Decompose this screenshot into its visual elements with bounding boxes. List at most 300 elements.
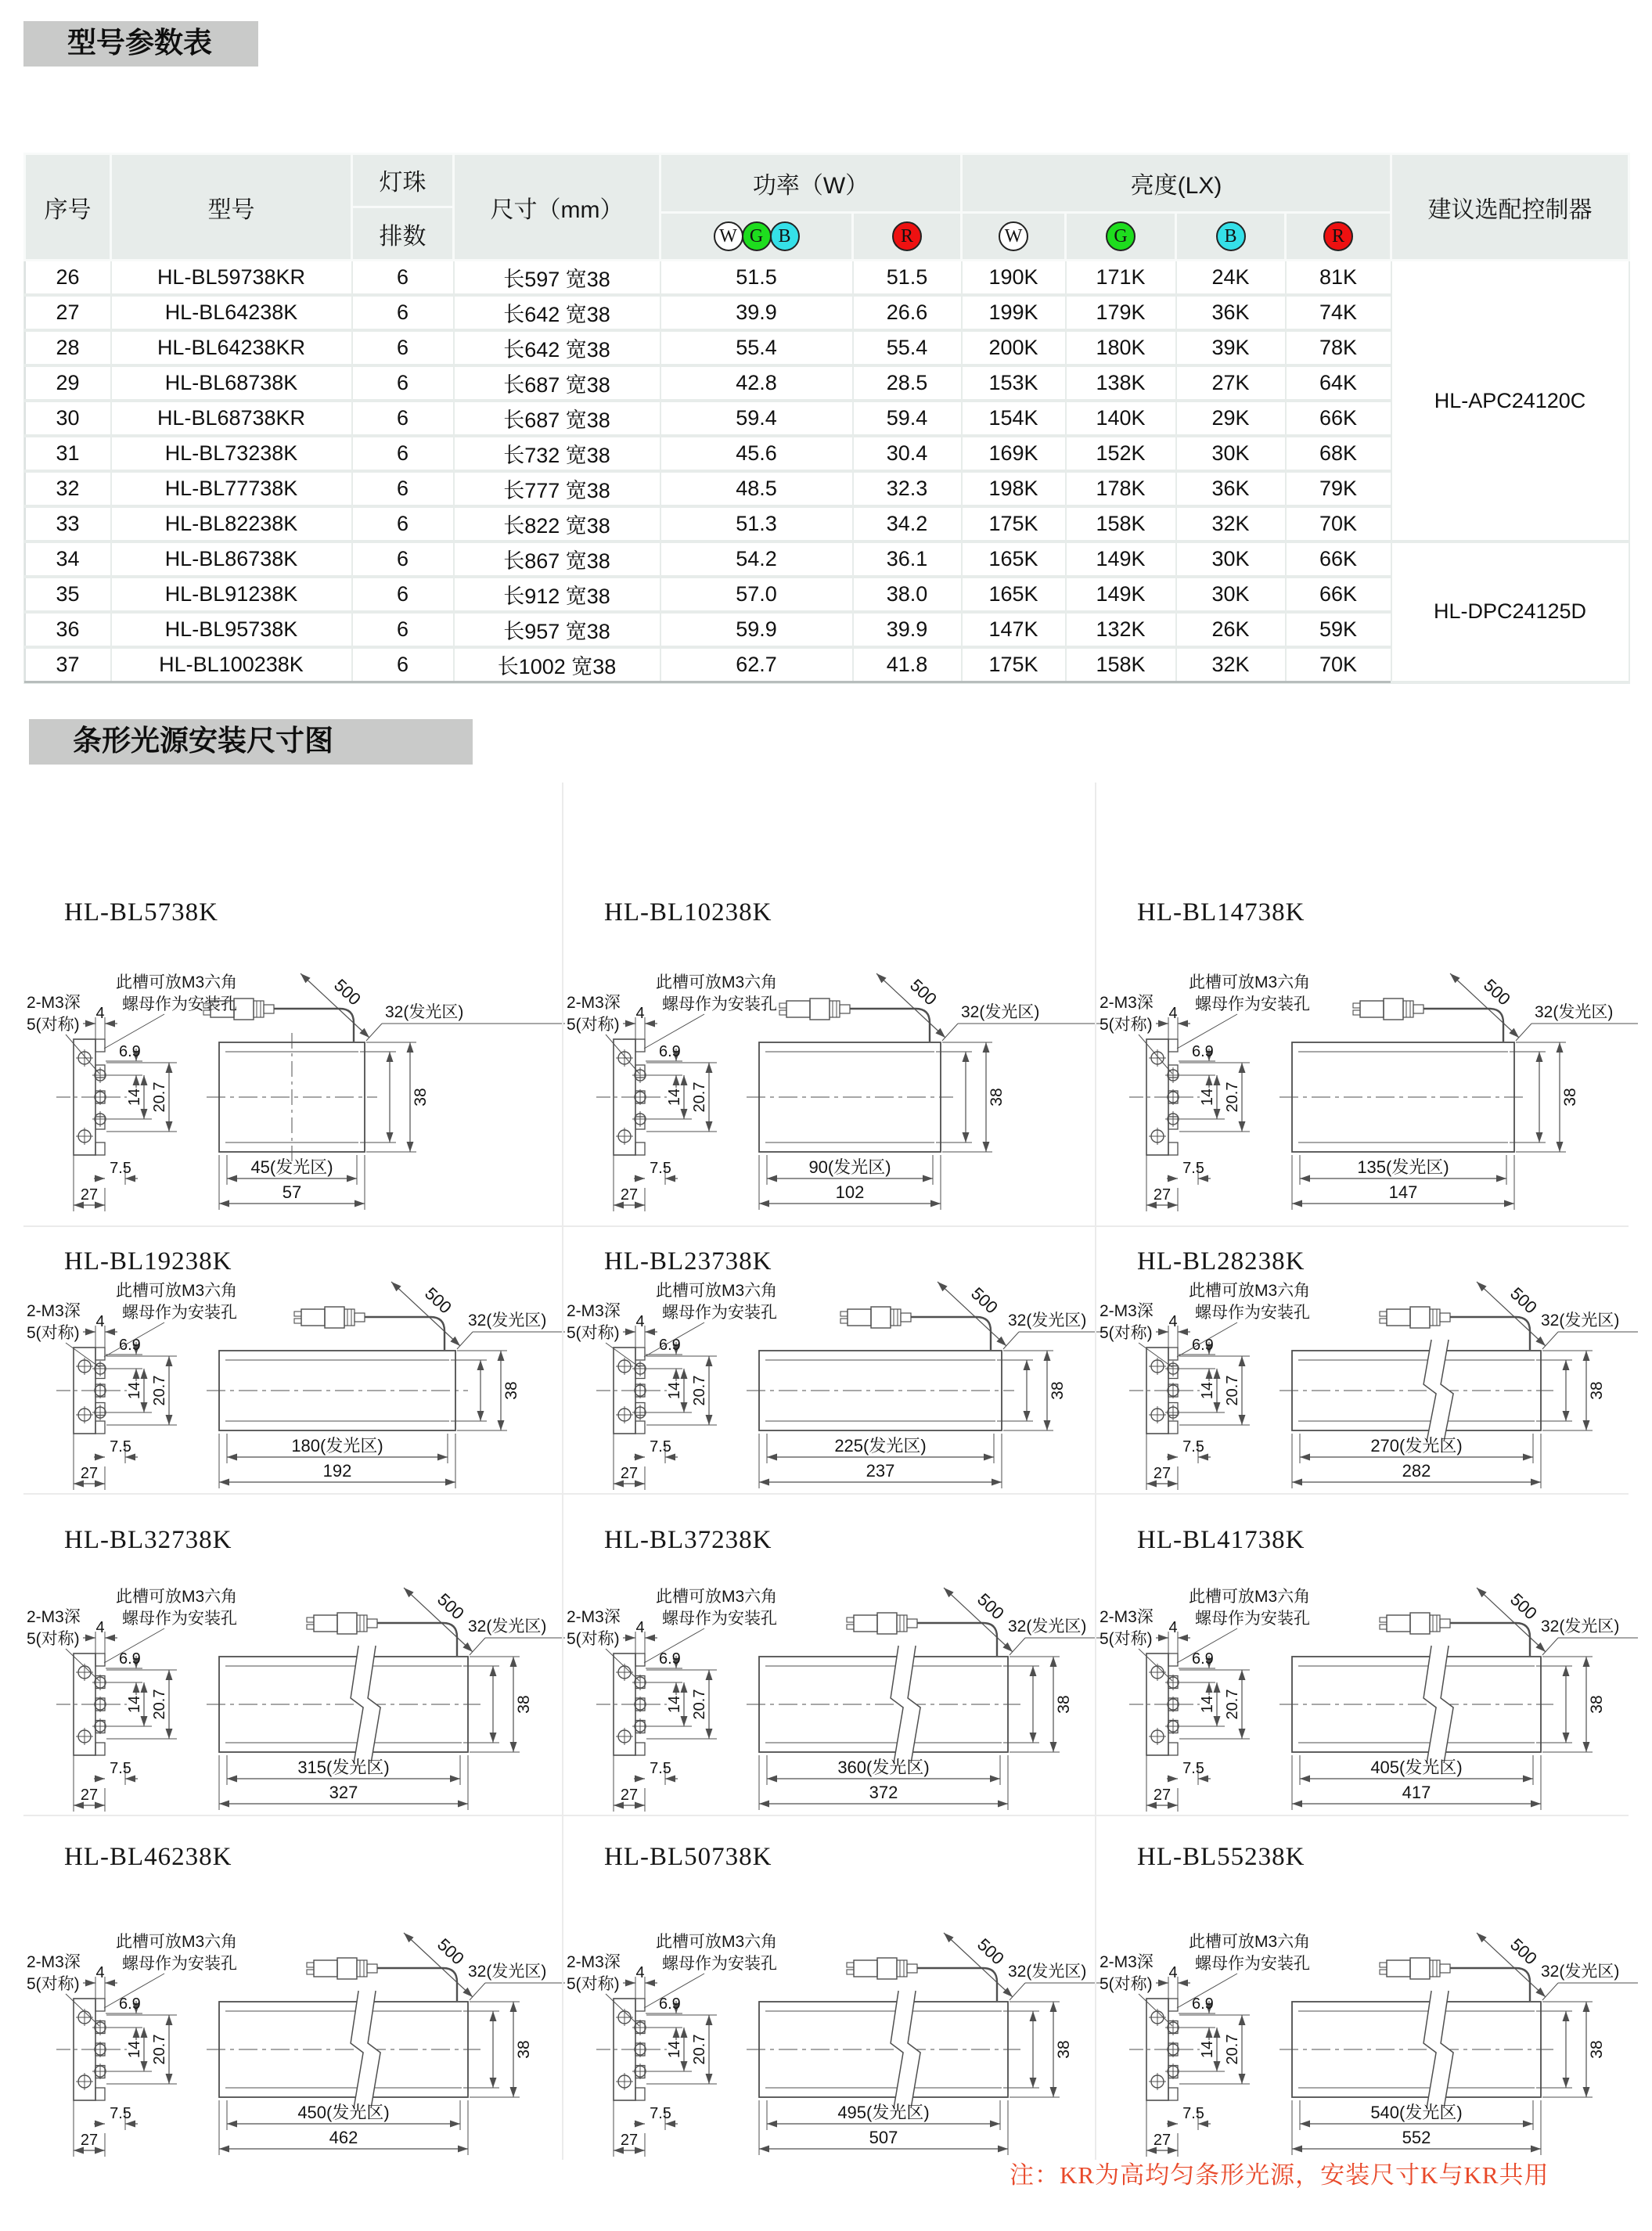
cell-model: HL-BL68738K <box>111 365 352 401</box>
spec-table-body <box>25 261 1629 682</box>
svg-text:102: 102 <box>835 1182 865 1202</box>
diagram-model-label: HL-BL28238K <box>1137 1247 1305 1276</box>
power-r-subheader <box>853 213 962 261</box>
cell-power-wgb: 51.5 <box>660 261 853 296</box>
svg-text:20.7: 20.7 <box>151 2034 168 2065</box>
cell-led-rows: 6 <box>352 261 454 296</box>
svg-text:20.7: 20.7 <box>1224 2034 1241 2065</box>
svg-text:500: 500 <box>1506 1589 1541 1624</box>
diagram-drawing-HL-BL5738K <box>25 909 570 1222</box>
svg-text:7.5: 7.5 <box>110 2105 131 2122</box>
svg-text:14: 14 <box>666 2040 683 2059</box>
svg-text:32(发光区): 32(发光区) <box>1541 1312 1620 1330</box>
svg-text:495(发光区): 495(发光区) <box>837 2103 930 2122</box>
diagram-model-label: HL-BL55238K <box>1137 1843 1305 1871</box>
svg-text:27: 27 <box>80 1465 99 1482</box>
cell-lx-g: 171K <box>1066 261 1176 296</box>
svg-text:螺母作为安装孔: 螺母作为安装孔 <box>122 1955 237 1973</box>
svg-text:27: 27 <box>1153 1787 1172 1804</box>
cell-lx-w: 165K <box>962 542 1066 577</box>
cell-model: HL-BL68738KR <box>111 401 352 436</box>
svg-text:螺母作为安装孔: 螺母作为安装孔 <box>122 1610 237 1628</box>
green-channel-icon: G <box>742 221 772 251</box>
cell-lx-r: 68K <box>1286 436 1391 471</box>
cell-index: 28 <box>25 330 111 365</box>
svg-text:32(发光区): 32(发光区) <box>1535 1003 1614 1021</box>
cell-lx-g: 149K <box>1066 577 1176 612</box>
svg-text:20.7: 20.7 <box>151 1081 168 1113</box>
diagram-drawing-HL-BL37238K <box>565 1549 1110 1812</box>
cell-lx-b: 29K <box>1176 401 1286 436</box>
svg-text:14: 14 <box>126 1695 143 1714</box>
red-channel-icon: R <box>1323 221 1353 251</box>
cell-power-wgb: 48.5 <box>660 471 853 506</box>
svg-text:38: 38 <box>1049 1381 1067 1400</box>
table-row <box>25 295 1629 330</box>
cell-index: 29 <box>25 365 111 401</box>
cell-lx-g: 180K <box>1066 330 1176 365</box>
diagram-model-label: HL-BL10238K <box>604 898 772 927</box>
lx-r-subheader <box>1286 213 1391 261</box>
svg-text:7.5: 7.5 <box>1182 2105 1204 2122</box>
svg-text:7.5: 7.5 <box>650 2105 671 2122</box>
svg-text:500: 500 <box>1480 975 1514 1009</box>
power-wgb-subheader <box>660 213 853 261</box>
white-channel-icon: W <box>999 221 1028 251</box>
cell-power-r: 39.9 <box>853 612 962 647</box>
svg-text:2-M3深: 2-M3深 <box>1100 1302 1154 1320</box>
svg-text:螺母作为安装孔: 螺母作为安装孔 <box>662 995 777 1013</box>
cell-lx-b: 27K <box>1176 365 1286 401</box>
svg-text:此槽可放M3六角: 此槽可放M3六角 <box>116 1588 238 1606</box>
svg-text:500: 500 <box>1506 1934 1541 1969</box>
cell-lx-r: 81K <box>1286 261 1391 296</box>
table-row <box>25 612 1629 647</box>
table-row <box>25 542 1629 577</box>
svg-text:20.7: 20.7 <box>1224 1689 1241 1720</box>
diagram-drawing-HL-BL55238K <box>1098 1881 1643 2157</box>
svg-text:32(发光区): 32(发光区) <box>1008 1963 1087 1981</box>
svg-text:20.7: 20.7 <box>151 1689 168 1720</box>
svg-text:32(发光区): 32(发光区) <box>468 1963 547 1981</box>
svg-text:此槽可放M3六角: 此槽可放M3六角 <box>656 973 778 991</box>
cell-lx-g: 149K <box>1066 542 1176 577</box>
svg-text:螺母作为安装孔: 螺母作为安装孔 <box>122 1304 237 1322</box>
svg-text:192: 192 <box>322 1461 352 1481</box>
svg-text:27: 27 <box>80 2132 99 2149</box>
svg-text:270(发光区): 270(发光区) <box>1370 1436 1463 1456</box>
svg-text:螺母作为安装孔: 螺母作为安装孔 <box>122 995 237 1013</box>
svg-text:500: 500 <box>1506 1283 1541 1318</box>
col-header-led-rows <box>352 154 454 261</box>
cell-power-wgb: 57.0 <box>660 577 853 612</box>
svg-text:462: 462 <box>329 2128 358 2147</box>
cell-power-r: 36.1 <box>853 542 962 577</box>
svg-text:此槽可放M3六角: 此槽可放M3六角 <box>1189 973 1311 991</box>
cell-lx-g: 179K <box>1066 295 1176 330</box>
svg-text:此槽可放M3六角: 此槽可放M3六角 <box>1189 1282 1311 1300</box>
diagram-cell-HL-BL55238K <box>1095 1815 1629 2160</box>
cell-index: 31 <box>25 436 111 471</box>
cell-power-wgb: 45.6 <box>660 436 853 471</box>
diagram-drawing-HL-BL19238K <box>25 1274 570 1490</box>
svg-text:6.9: 6.9 <box>659 1650 681 1668</box>
svg-text:5(对称): 5(对称) <box>27 1975 80 1993</box>
cell-model: HL-BL64238KR <box>111 330 352 365</box>
svg-text:90(发光区): 90(发光区) <box>808 1157 891 1177</box>
svg-text:6.9: 6.9 <box>119 1043 141 1060</box>
svg-text:27: 27 <box>1153 1465 1172 1482</box>
cell-lx-g: 152K <box>1066 436 1176 471</box>
cell-power-r: 55.4 <box>853 330 962 365</box>
svg-text:38: 38 <box>988 1088 1006 1107</box>
table-row <box>25 436 1629 471</box>
diagram-cell-HL-BL32738K <box>23 1493 562 1815</box>
cell-lx-g: 138K <box>1066 365 1176 401</box>
cell-lx-w: 198K <box>962 471 1066 506</box>
cell-power-r: 32.3 <box>853 471 962 506</box>
svg-text:135(发光区): 135(发光区) <box>1357 1157 1449 1177</box>
svg-text:32(发光区): 32(发光区) <box>468 1617 547 1635</box>
svg-text:此槽可放M3六角: 此槽可放M3六角 <box>116 973 238 991</box>
svg-text:27: 27 <box>620 1465 639 1482</box>
svg-text:500: 500 <box>434 1934 468 1969</box>
svg-text:此槽可放M3六角: 此槽可放M3六角 <box>1189 1933 1311 1951</box>
svg-text:5(对称): 5(对称) <box>27 1324 80 1342</box>
svg-text:225(发光区): 225(发光区) <box>834 1436 927 1456</box>
svg-text:20.7: 20.7 <box>151 1375 168 1406</box>
diagram-model-label: HL-BL14738K <box>1137 898 1305 927</box>
cell-lx-r: 70K <box>1286 506 1391 542</box>
svg-text:螺母作为安装孔: 螺母作为安装孔 <box>1195 1610 1310 1628</box>
svg-text:38: 38 <box>515 2040 533 2059</box>
diagram-drawing-HL-BL23738K <box>565 1274 1110 1490</box>
svg-text:2-M3深: 2-M3深 <box>567 994 621 1012</box>
svg-text:14: 14 <box>126 2040 143 2059</box>
svg-text:32(发光区): 32(发光区) <box>1008 1312 1087 1330</box>
svg-text:38: 38 <box>1055 1695 1073 1714</box>
diagram-model-label: HL-BL46238K <box>64 1843 232 1871</box>
svg-text:507: 507 <box>869 2128 898 2147</box>
col-header-size: 尺寸（mm） <box>454 154 660 261</box>
kr-note: 注：KR为高均匀条形光源，安装尺寸K与KR共用 <box>1010 2161 1549 2189</box>
svg-text:20.7: 20.7 <box>691 1689 708 1720</box>
svg-text:6.9: 6.9 <box>1192 1043 1214 1060</box>
svg-text:5(对称): 5(对称) <box>567 1324 620 1342</box>
svg-text:27: 27 <box>620 1787 639 1804</box>
cell-lx-w: 165K <box>962 577 1066 612</box>
svg-text:417: 417 <box>1402 1783 1431 1802</box>
svg-text:14: 14 <box>1199 1695 1216 1714</box>
svg-text:螺母作为安装孔: 螺母作为安装孔 <box>662 1304 777 1322</box>
cell-lx-g: 158K <box>1066 506 1176 542</box>
cell-size: 长867 宽38 <box>454 542 660 577</box>
cell-lx-b: 26K <box>1176 612 1286 647</box>
svg-text:38: 38 <box>412 1088 430 1107</box>
col-header-rows: 排数 <box>379 224 426 250</box>
svg-text:2-M3深: 2-M3深 <box>27 994 81 1012</box>
cell-led-rows: 6 <box>352 647 454 682</box>
table-row <box>25 401 1629 436</box>
svg-text:4: 4 <box>635 1964 645 1981</box>
svg-text:4: 4 <box>95 1313 105 1330</box>
svg-text:14: 14 <box>126 1381 143 1400</box>
cell-lx-b: 32K <box>1176 647 1286 682</box>
cell-model: HL-BL91238K <box>111 577 352 612</box>
svg-text:147: 147 <box>1388 1182 1418 1202</box>
cell-lx-w: 154K <box>962 401 1066 436</box>
cell-power-wgb: 59.9 <box>660 612 853 647</box>
svg-text:螺母作为安装孔: 螺母作为安装孔 <box>1195 1955 1310 1973</box>
cell-power-wgb: 62.7 <box>660 647 853 682</box>
cell-lx-b: 30K <box>1176 577 1286 612</box>
col-header-model: 型号 <box>111 154 352 261</box>
svg-text:5(对称): 5(对称) <box>1100 1630 1153 1648</box>
cell-lx-b: 30K <box>1176 436 1286 471</box>
cell-controller: HL-APC24120C <box>1391 261 1629 542</box>
cell-led-rows: 6 <box>352 506 454 542</box>
cell-power-wgb: 51.3 <box>660 506 853 542</box>
svg-text:27: 27 <box>80 1787 99 1804</box>
svg-text:6.9: 6.9 <box>659 1043 681 1060</box>
cell-size: 长597 宽38 <box>454 261 660 296</box>
cell-lx-r: 79K <box>1286 471 1391 506</box>
table-row <box>25 577 1629 612</box>
svg-text:6.9: 6.9 <box>119 1995 141 2013</box>
svg-text:20.7: 20.7 <box>691 2034 708 2065</box>
svg-text:4: 4 <box>95 1964 105 1981</box>
svg-text:7.5: 7.5 <box>110 1438 131 1456</box>
svg-text:20.7: 20.7 <box>691 1375 708 1406</box>
svg-text:5(对称): 5(对称) <box>27 1630 80 1648</box>
svg-text:32(发光区): 32(发光区) <box>468 1312 547 1330</box>
cell-size: 长687 宽38 <box>454 365 660 401</box>
svg-text:此槽可放M3六角: 此槽可放M3六角 <box>656 1282 778 1300</box>
cell-led-rows: 6 <box>352 542 454 577</box>
cell-lx-r: 66K <box>1286 577 1391 612</box>
svg-text:6.9: 6.9 <box>1192 1995 1214 2013</box>
diagram-cell-HL-BL10238K <box>562 783 1095 1225</box>
cell-lx-w: 153K <box>962 365 1066 401</box>
svg-text:38: 38 <box>1588 1381 1606 1400</box>
svg-text:38: 38 <box>502 1381 520 1400</box>
diagram-cell-HL-BL28238K <box>1095 1225 1629 1493</box>
svg-text:20.7: 20.7 <box>691 1081 708 1113</box>
svg-text:6.9: 6.9 <box>1192 1337 1214 1354</box>
svg-text:螺母作为安装孔: 螺母作为安装孔 <box>1195 995 1310 1013</box>
svg-text:7.5: 7.5 <box>110 1160 131 1177</box>
svg-text:38: 38 <box>1055 2040 1073 2059</box>
svg-text:4: 4 <box>1168 1964 1178 1981</box>
svg-text:此槽可放M3六角: 此槽可放M3六角 <box>1189 1588 1311 1606</box>
cell-lx-w: 175K <box>962 506 1066 542</box>
svg-text:7.5: 7.5 <box>650 1438 671 1456</box>
svg-text:螺母作为安装孔: 螺母作为安装孔 <box>662 1610 777 1628</box>
cell-power-r: 51.5 <box>853 261 962 296</box>
cell-lx-b: 39K <box>1176 330 1286 365</box>
cell-led-rows: 6 <box>352 436 454 471</box>
svg-text:4: 4 <box>1168 1005 1178 1022</box>
cell-lx-r: 78K <box>1286 330 1391 365</box>
cell-led-rows: 6 <box>352 295 454 330</box>
cell-size: 长822 宽38 <box>454 506 660 542</box>
table-row <box>25 471 1629 506</box>
installation-diagram-grid <box>23 783 1629 2160</box>
cell-index: 26 <box>25 261 111 296</box>
svg-text:此槽可放M3六角: 此槽可放M3六角 <box>656 1933 778 1951</box>
svg-text:7.5: 7.5 <box>110 1760 131 1777</box>
svg-text:27: 27 <box>80 1186 99 1204</box>
svg-text:2-M3深: 2-M3深 <box>27 1608 81 1626</box>
diagram-model-label: HL-BL23738K <box>604 1247 772 1276</box>
cell-model: HL-BL100238K <box>111 647 352 682</box>
diagram-cell-HL-BL41738K <box>1095 1493 1629 1815</box>
cell-lx-b: 36K <box>1176 471 1286 506</box>
cell-size: 长1002 宽38 <box>454 647 660 682</box>
svg-text:14: 14 <box>1199 1088 1216 1107</box>
diagram-drawing-HL-BL46238K <box>25 1881 570 2157</box>
svg-text:14: 14 <box>126 1088 143 1107</box>
diagram-drawing-HL-BL50738K <box>565 1881 1110 2157</box>
svg-text:4: 4 <box>1168 1313 1178 1330</box>
diagram-model-label: HL-BL37238K <box>604 1526 772 1554</box>
svg-text:此槽可放M3六角: 此槽可放M3六角 <box>656 1588 778 1606</box>
cell-lx-r: 70K <box>1286 647 1391 682</box>
svg-text:5(对称): 5(对称) <box>1100 1016 1153 1034</box>
svg-text:20.7: 20.7 <box>1224 1081 1241 1113</box>
svg-text:此槽可放M3六角: 此槽可放M3六角 <box>116 1933 238 1951</box>
svg-text:4: 4 <box>1168 1619 1178 1636</box>
svg-text:500: 500 <box>421 1283 455 1318</box>
svg-text:2-M3深: 2-M3深 <box>1100 1608 1154 1626</box>
cell-lx-w: 147K <box>962 612 1066 647</box>
cell-lx-b: 32K <box>1176 506 1286 542</box>
svg-text:27: 27 <box>1153 2132 1172 2149</box>
cell-lx-r: 66K <box>1286 401 1391 436</box>
svg-text:27: 27 <box>620 2132 639 2149</box>
svg-text:5(对称): 5(对称) <box>567 1975 620 1993</box>
svg-text:6.9: 6.9 <box>1192 1650 1214 1668</box>
svg-text:327: 327 <box>329 1783 358 1802</box>
cell-index: 30 <box>25 401 111 436</box>
svg-text:315(发光区): 315(发光区) <box>297 1758 390 1777</box>
svg-text:360(发光区): 360(发光区) <box>837 1758 930 1777</box>
cell-lx-w: 190K <box>962 261 1066 296</box>
cell-power-r: 38.0 <box>853 577 962 612</box>
svg-text:500: 500 <box>974 1589 1008 1624</box>
svg-text:螺母作为安装孔: 螺母作为安装孔 <box>1195 1304 1310 1322</box>
svg-text:500: 500 <box>974 1934 1008 1969</box>
svg-text:57: 57 <box>282 1182 302 1202</box>
svg-text:38: 38 <box>1561 1088 1579 1107</box>
cell-led-rows: 6 <box>352 577 454 612</box>
svg-text:6.9: 6.9 <box>119 1650 141 1668</box>
svg-text:282: 282 <box>1402 1461 1431 1481</box>
cell-size: 长642 宽38 <box>454 330 660 365</box>
blue-channel-icon: B <box>1216 221 1246 251</box>
table-row <box>25 261 1629 296</box>
svg-text:32(发光区): 32(发光区) <box>961 1003 1040 1021</box>
lx-w-subheader <box>962 213 1066 261</box>
col-header-brightness: 亮度(LX) <box>962 154 1391 213</box>
cell-lx-b: 24K <box>1176 261 1286 296</box>
svg-text:4: 4 <box>635 1005 645 1022</box>
cell-power-r: 28.5 <box>853 365 962 401</box>
svg-text:14: 14 <box>666 1695 683 1714</box>
cell-model: HL-BL95738K <box>111 612 352 647</box>
col-header-controller: 建议选配控制器 <box>1391 154 1629 261</box>
svg-text:552: 552 <box>1402 2128 1431 2147</box>
lx-b-subheader <box>1176 213 1286 261</box>
svg-text:500: 500 <box>330 975 365 1009</box>
cell-led-rows: 6 <box>352 401 454 436</box>
cell-lx-g: 132K <box>1066 612 1176 647</box>
cell-lx-r: 74K <box>1286 295 1391 330</box>
svg-text:7.5: 7.5 <box>1182 1438 1204 1456</box>
svg-text:4: 4 <box>635 1619 645 1636</box>
cell-lx-g: 158K <box>1066 647 1176 682</box>
svg-text:14: 14 <box>1199 1381 1216 1400</box>
svg-text:2-M3深: 2-M3深 <box>1100 1953 1154 1971</box>
svg-text:540(发光区): 540(发光区) <box>1370 2103 1463 2122</box>
svg-text:14: 14 <box>1199 2040 1216 2059</box>
cell-size: 长777 宽38 <box>454 471 660 506</box>
cell-power-wgb: 59.4 <box>660 401 853 436</box>
svg-text:4: 4 <box>95 1619 105 1636</box>
diagram-model-label: HL-BL19238K <box>64 1247 232 1276</box>
cell-index: 35 <box>25 577 111 612</box>
svg-text:27: 27 <box>1153 1186 1172 1204</box>
svg-text:32(发光区): 32(发光区) <box>1541 1963 1620 1981</box>
cell-led-rows: 6 <box>352 365 454 401</box>
white-channel-icon: W <box>714 221 743 251</box>
cell-lx-b: 36K <box>1176 295 1286 330</box>
svg-text:500: 500 <box>434 1589 468 1624</box>
diagram-cell-HL-BL46238K <box>23 1815 562 2160</box>
cell-power-r: 41.8 <box>853 647 962 682</box>
svg-text:4: 4 <box>635 1313 645 1330</box>
diagram-model-label: HL-BL41738K <box>1137 1526 1305 1554</box>
svg-text:237: 237 <box>866 1461 895 1481</box>
svg-text:32(发光区): 32(发光区) <box>1008 1617 1087 1635</box>
svg-text:2-M3深: 2-M3深 <box>567 1302 621 1320</box>
svg-text:405(发光区): 405(发光区) <box>1370 1758 1463 1777</box>
diagram-drawing-HL-BL41738K <box>1098 1549 1643 1812</box>
cell-lx-w: 199K <box>962 295 1066 330</box>
cell-index: 33 <box>25 506 111 542</box>
cell-lx-w: 169K <box>962 436 1066 471</box>
cell-power-wgb: 54.2 <box>660 542 853 577</box>
svg-text:38: 38 <box>1588 2040 1606 2059</box>
svg-text:14: 14 <box>666 1088 683 1107</box>
svg-text:6.9: 6.9 <box>659 1995 681 2013</box>
table-row <box>25 330 1629 365</box>
cell-lx-w: 175K <box>962 647 1066 682</box>
cell-index: 32 <box>25 471 111 506</box>
cell-lx-r: 64K <box>1286 365 1391 401</box>
cell-led-rows: 6 <box>352 471 454 506</box>
svg-text:500: 500 <box>906 975 941 1009</box>
svg-text:2-M3深: 2-M3深 <box>567 1608 621 1626</box>
blue-channel-icon: B <box>770 221 800 251</box>
col-header-power: 功率（W） <box>660 154 962 213</box>
svg-text:7.5: 7.5 <box>650 1760 671 1777</box>
section-title-model-params: 型号参数表 <box>23 21 258 67</box>
svg-text:6.9: 6.9 <box>659 1337 681 1354</box>
diagram-drawing-HL-BL14738K <box>1098 909 1643 1222</box>
green-channel-icon: G <box>1106 221 1136 251</box>
col-header-led: 灯珠 <box>353 154 452 209</box>
